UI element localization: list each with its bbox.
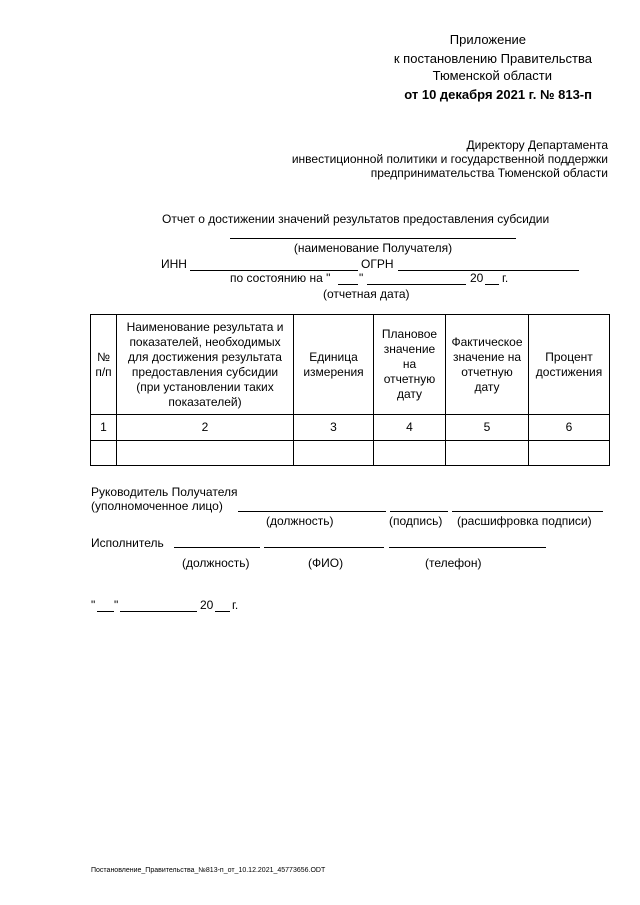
- head-position-line[interactable]: [238, 511, 386, 512]
- header-result-name: Наименование результата и показателей, необходимых для достижения результата предоставления субсидии (при установлении таких показателей): [117, 315, 294, 415]
- appendix-label: Приложение: [449, 32, 526, 47]
- recipient-name-line[interactable]: [230, 238, 516, 239]
- column-number: 1: [91, 415, 117, 441]
- header-unit: Единица измерения: [294, 315, 374, 415]
- date-year-line[interactable]: [215, 611, 230, 612]
- executor-fio-caption: (ФИО): [308, 556, 344, 570]
- results-table: [90, 314, 610, 466]
- report-date-caption: (отчетная дата): [323, 287, 410, 301]
- header-number: № п/п: [91, 315, 117, 415]
- header-actual: Фактическое значение на отчетную дату: [446, 315, 529, 415]
- head-signature-caption: (подпись): [389, 514, 443, 528]
- head-decoding-line[interactable]: [452, 511, 603, 512]
- footer-filename: Постановление_Правительства_№813-п_от_10.12.2021_45773656.ODT: [91, 867, 326, 874]
- column-number: 3: [294, 415, 374, 441]
- executor-position-caption: (должность): [182, 556, 250, 570]
- inn-label: ИНН: [161, 257, 187, 271]
- table-cell[interactable]: [117, 441, 294, 466]
- as-of-year-suffix: г.: [502, 271, 509, 285]
- recipient-name-caption: (наименование Получателя): [293, 241, 453, 255]
- column-number: 2: [117, 415, 294, 441]
- executor-phone-caption: (телефон): [425, 556, 482, 570]
- table-cell[interactable]: [446, 441, 529, 466]
- executor-label: Исполнитель: [91, 536, 164, 550]
- region-label: Тюменской области: [432, 68, 552, 83]
- table-cell[interactable]: [374, 441, 446, 466]
- head-sub-label: (уполномоченное лицо): [91, 499, 223, 513]
- date-month-line[interactable]: [120, 611, 197, 612]
- as-of-year-line[interactable]: [485, 284, 499, 285]
- table-header-row: [91, 315, 610, 415]
- header-planned: Плановое значение на отчетную дату: [374, 315, 446, 415]
- addressee-line-1: Директору Департамента: [466, 138, 608, 152]
- header-percent: Процент достижения: [529, 315, 610, 415]
- as-of-month-line[interactable]: [367, 284, 466, 285]
- head-position-caption: (должность): [266, 514, 334, 528]
- column-number: 5: [446, 415, 529, 441]
- addressee-line-2: инвестиционной политики и государственной поддержки: [291, 152, 608, 166]
- as-of-year-prefix: 20: [470, 271, 484, 285]
- report-title: Отчет о достижении значений результатов предоставления субсидии: [162, 212, 550, 226]
- executor-fio-line[interactable]: [264, 547, 384, 548]
- ogrn-line[interactable]: [398, 270, 579, 271]
- head-decoding-caption: (расшифровка подписи): [457, 514, 592, 528]
- table-cell[interactable]: [529, 441, 610, 466]
- resolution-label: к постановлению Правительства: [393, 51, 592, 66]
- as-of-day-line[interactable]: [338, 284, 358, 285]
- table-cell[interactable]: [91, 441, 117, 466]
- date-close-quote: ": [114, 598, 119, 612]
- executor-phone-line[interactable]: [389, 547, 546, 548]
- date-day-line[interactable]: [97, 611, 114, 612]
- table-row: [91, 441, 610, 466]
- as-of-close-quote: ": [359, 271, 364, 285]
- table-cell[interactable]: [294, 441, 374, 466]
- ogrn-label: ОГРН: [361, 257, 394, 271]
- date-open-quote: ": [91, 598, 96, 612]
- column-number: 4: [374, 415, 446, 441]
- date-year-prefix: 20: [200, 598, 214, 612]
- as-of-prefix: по состоянию на ": [230, 271, 331, 285]
- head-signature-line[interactable]: [390, 511, 448, 512]
- column-number: 6: [529, 415, 610, 441]
- table-numbering-row: [91, 415, 610, 441]
- date-year-suffix: г.: [232, 598, 239, 612]
- addressee-line-3: предпринимательства Тюменской области: [370, 166, 608, 180]
- resolution-date-number: от 10 декабря 2021 г. № 813-п: [404, 87, 592, 102]
- executor-position-line[interactable]: [174, 547, 260, 548]
- head-label: Руководитель Получателя: [91, 485, 238, 499]
